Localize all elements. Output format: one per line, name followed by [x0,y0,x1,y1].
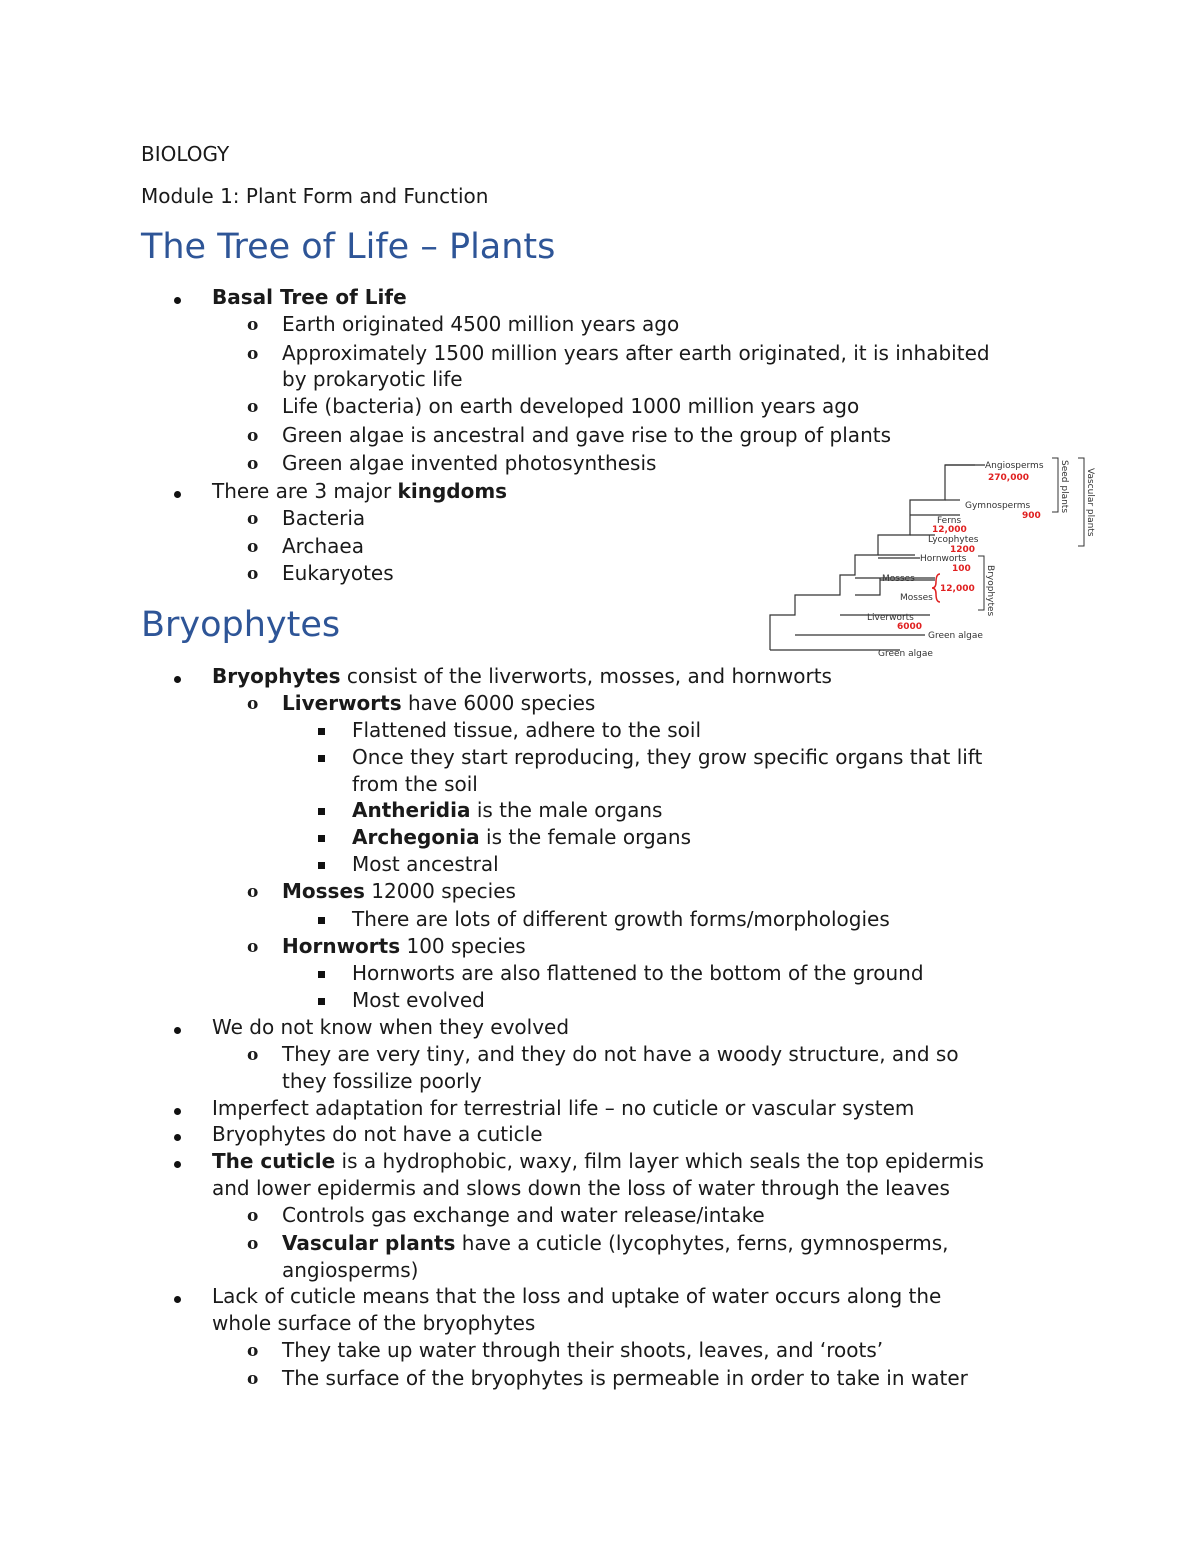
bullet-basal-tree: Basal Tree of Life [212,285,407,309]
sub-bullet-marker: o [247,1234,259,1254]
list-item [212,1148,984,1175]
bullet-marker [174,1148,181,1175]
sub-sub-bullet-marker [318,961,325,988]
bullet-marker [174,1095,181,1122]
bold-term: Bryophytes [212,664,341,688]
sub-bullet-marker: o [247,564,259,584]
list-item: Hornworts are also flattened to the bottom of the ground [352,961,924,985]
seed-plants-bracket [1052,458,1058,512]
item-text: have a cuticle (lycophytes, ferns, gymnosperms, [455,1231,949,1255]
label-seed-plants: Seed plants [1059,460,1069,514]
list-item [352,797,662,824]
label-bryophytes: Bryophytes [985,565,995,617]
section-title-bryophytes: Bryophytes [141,605,341,645]
list-item [282,878,516,905]
list-item-continuation: by prokaryotic life [282,367,463,391]
bullet-marker [174,478,181,505]
bold-term: Vascular plants [282,1231,456,1255]
label-gymnosperms: Gymnosperms [965,501,1031,511]
list-item [212,663,832,690]
sub-bullet-marker: o [247,315,259,335]
bold-term: Hornworts [282,934,401,958]
bullet-marker [174,663,181,690]
list-item: Controls gas exchange and water release/intake [282,1203,765,1227]
list-item: Once they start reproducing, they grow specific organs that lift [352,745,983,769]
bullet-marker [174,284,181,311]
list-item: Lack of cuticle means that the loss and uptake of water occurs along the [212,1284,942,1308]
list-item: We do not know when they evolved [212,1015,570,1039]
list-item: Approximately 1500 million years after earth originated, it is inhabited [282,341,990,365]
list-item-continuation: and lower epidermis and slows down the loss of water through the leaves [212,1176,950,1200]
count-ferns: 12,000 [932,525,967,535]
bold-term: Archegonia [352,825,480,849]
item-text: 100 species [400,934,526,958]
bold-term: Liverworts [282,691,402,715]
list-item: Bryophytes do not have a cuticle [212,1122,543,1146]
sub-bullet-marker: o [247,1369,259,1389]
item-text: have 6000 species [401,691,596,715]
sub-bullet-marker: o [247,1341,259,1361]
count-mosses: 12,000 [940,584,975,594]
item-text: consist of the liverworts, mosses, and hornworts [340,664,832,688]
sub-sub-bullet-marker [318,745,325,772]
item-text: is the male organs [470,798,663,822]
list-item: The surface of the bryophytes is permeable in order to take in water [282,1366,968,1390]
sub-sub-bullet-marker [318,988,325,1015]
label-mosses-1: Mosses [882,574,915,584]
bullet-kingdoms [212,478,507,505]
sub-sub-bullet-marker [318,907,325,934]
list-item [352,824,691,851]
list-item: They are very tiny, and they do not have a woody structure, and so [282,1042,959,1066]
bryophytes-bracket [978,556,984,610]
count-lycophytes: 1200 [950,545,976,555]
sub-bullet-marker: o [247,509,259,529]
list-item: Eukaryotes [282,561,394,585]
sub-bullet-marker: o [247,937,259,957]
list-item: Imperfect adaptation for terrestrial life – no cuticle or vascular system [212,1096,915,1120]
list-item: Archaea [282,534,364,558]
sub-bullet-marker: o [247,426,259,446]
sub-bullet-marker: o [247,537,259,557]
label-green-algae-2: Green algae [878,649,933,659]
section-title-tree-of-life: The Tree of Life – Plants [141,227,556,267]
label-liverworts: Liverworts [867,613,914,623]
bold-term: Mosses [282,879,365,903]
sub-sub-bullet-marker [318,852,325,879]
sub-bullet-marker: o [247,397,259,417]
subject-heading: BIOLOGY [141,142,230,166]
list-item-continuation: they fossilize poorly [282,1069,482,1093]
vascular-plants-bracket [1078,458,1084,546]
list-item: They take up water through their shoots, leaves, and ‘roots’ [282,1338,884,1362]
list-item: Life (bacteria) on earth developed 1000 million years ago [282,394,860,418]
bullet-marker [174,1121,181,1148]
list-item: Earth originated 4500 million years ago [282,312,680,336]
sub-sub-bullet-marker [318,718,325,745]
sub-bullet-marker: o [247,694,259,714]
list-item [282,690,595,717]
sub-sub-bullet-marker [318,825,325,852]
sub-sub-bullet-marker [318,798,325,825]
sub-bullet-marker: o [247,1206,259,1226]
list-item: Most evolved [352,988,485,1012]
list-item [282,1230,949,1257]
label-mosses-2: Mosses [900,593,933,603]
label-hornworts: Hornworts [920,554,967,564]
bullet-marker [174,1283,181,1310]
count-gymnosperms: 900 [1022,511,1041,521]
sub-bullet-marker: o [247,882,259,902]
label-lycophytes: Lycophytes [928,535,979,545]
sub-bullet-marker: o [247,454,259,474]
item-text: is the female organs [479,825,691,849]
label-ferns: Ferns [937,516,962,526]
sub-bullet-marker: o [247,1045,259,1065]
item-text: 12000 species [364,879,516,903]
item-text: is a hydrophobic, waxy, film layer which seals the top epidermis [335,1149,984,1173]
label-angiosperms: Angiosperms [985,461,1044,471]
count-liverworts: 6000 [897,622,923,632]
list-item [282,933,526,960]
sub-bullet-marker: o [247,344,259,364]
bold-term: Antheridia [352,798,471,822]
label-green-algae-1: Green algae [928,631,983,641]
list-item-continuation: whole surface of the bryophytes [212,1311,536,1335]
count-angiosperms: 270,000 [988,473,1029,483]
list-item: There are lots of different growth forms/morphologies [352,907,890,931]
list-item: Green algae invented photosynthesis [282,451,657,475]
count-hornworts: 100 [952,564,971,574]
bold-term: The cuticle [212,1149,336,1173]
module-heading: Module 1: Plant Form and Function [141,184,489,208]
bullet-text: There are 3 major [212,479,398,503]
label-vascular-plants: Vascular plants [1085,468,1095,537]
list-item: Flattened tissue, adhere to the soil [352,718,702,742]
list-item-continuation: from the soil [352,772,478,796]
plant-phylogeny-figure [760,450,1110,660]
list-item: Most ancestral [352,852,499,876]
list-item: Bacteria [282,506,366,530]
list-item: Green algae is ancestral and gave rise to the group of plants [282,423,892,447]
bullet-marker [174,1014,181,1041]
list-item-continuation: angiosperms) [282,1258,419,1282]
bullet-bold-term: kingdoms [397,479,508,503]
